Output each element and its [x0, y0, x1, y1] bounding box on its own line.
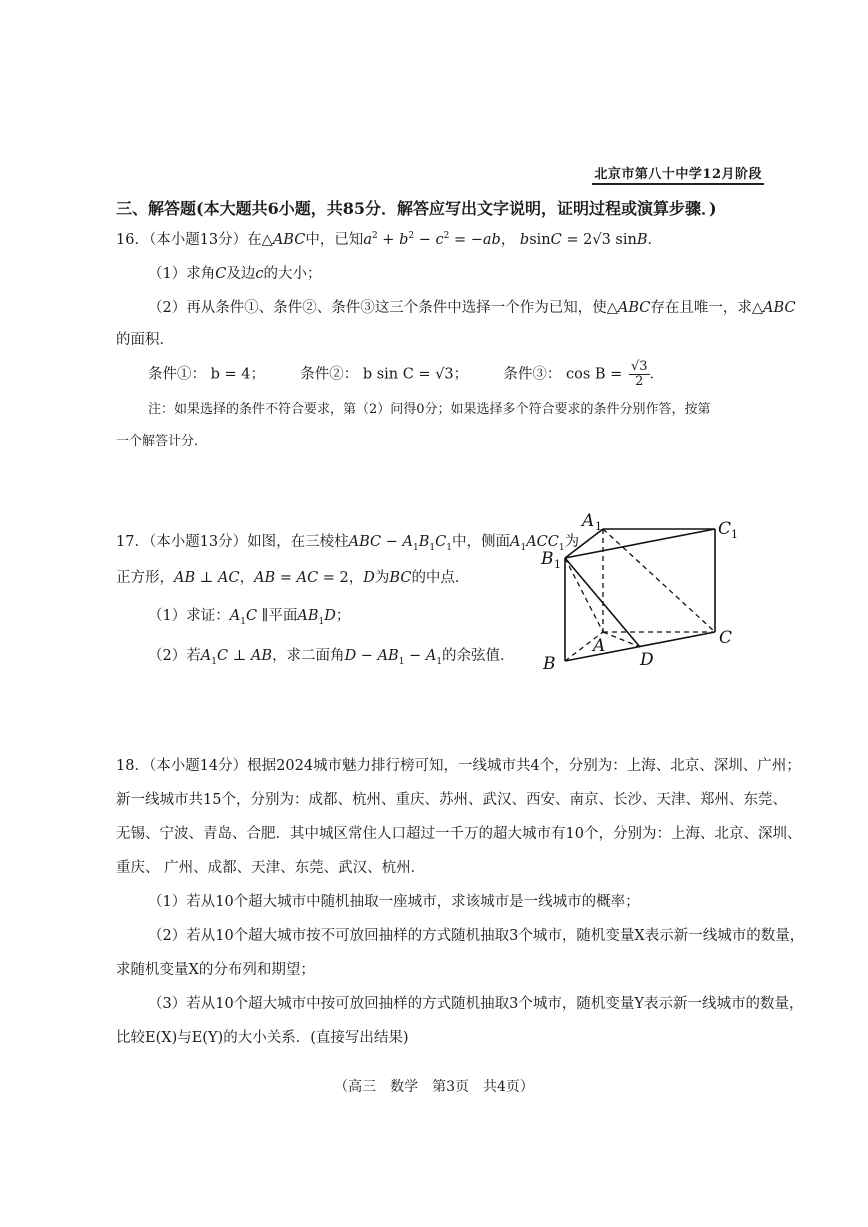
q18-stem-line2: 新一线城市共15个，分别为：成都、杭州、重庆、苏州、武汉、西安、南京、长沙、天津、郑州、东莞、: [116, 792, 787, 808]
label-b1: B: [541, 549, 554, 569]
q18-part3-line1: （3）若从10个超大城市中按可放回抽样的方式随机抽取3个城市，随机变量Y表示新一线城市的数量，: [148, 996, 804, 1012]
q16-part2: （2）再从条件①、条件②、条件③这三个条件中选择一个作为已知，使△ABC存在且唯一，求△ABC: [148, 300, 796, 316]
page-footer: （高三 数学 第3页 共4页）: [334, 1079, 534, 1095]
edge-a1c: [603, 529, 715, 632]
q17-part2: （2）若$A_1C$ ⊥ AB，求二面角$D - AB_1 - A_1$的余弦值．: [148, 648, 515, 667]
svg-text:1: 1: [731, 528, 738, 541]
svg-text:1: 1: [595, 520, 602, 533]
edge-b1c1: [565, 529, 715, 558]
label-a1: A: [582, 511, 595, 531]
q16-part2-cont: 的面积．: [116, 332, 174, 348]
q18-stem-line4: 重庆、 广州、成都、天津、东莞、武汉、杭州．: [116, 860, 426, 876]
q18-part2-line1: （2）若从10个超大城市按不可放回抽样的方式随机抽取3个城市，随机变量X表示新一线城市的数量，: [148, 928, 805, 944]
q17-stem-line1: 17．（本小题13分）如图，在三棱柱ABC − $A_1B_1C_1$中，侧面$A_1ACC_1$为: [116, 534, 580, 553]
q16-stem: 16．（本小题13分）在△ABC中，已知$a^2 + b^2 - c^2 = -ab$， bsinC = 2√3 sinB．: [116, 231, 662, 248]
label-b: B: [543, 654, 556, 674]
section-title: 三、解答题(本大题共6小题，共85分．解答应写出文字说明，证明过程或演算步骤．): [116, 199, 717, 218]
q16-part1: （1）求角C及边c的大小；: [148, 266, 322, 282]
q16-note-line1: 注：如果选择的条件不符合要求，第（2）问得0分；如果选择多个符合要求的条件分别作答，按第: [148, 402, 711, 417]
q16-conditions: 条件①： b = 4； 条件②： b sin C = √3； 条件③： cos B = $\frac{√3}{2}$ ．: [148, 359, 664, 389]
q18-part1: （1）若从10个超大城市中随机抽取一座城市，求该城市是一线城市的概率；: [148, 894, 640, 910]
q17-part1: （1）求证：$A_1C$ ∥平面$AB_1D$；: [148, 608, 351, 627]
label-c1: C: [718, 519, 732, 539]
label-a: A: [593, 636, 606, 656]
q18-part2-line2: 求随机变量X的分布列和期望；: [116, 962, 315, 978]
exam-header-tag: 北京市第八十中学12月阶段: [592, 163, 764, 185]
edge-b1a: [565, 558, 603, 632]
q18-part3-line2: 比较E(X)与E(Y)的大小关系．(直接写出结果): [116, 1030, 409, 1046]
q18-stem-line3: 无锡、宁波、青岛、合肥．其中城区常住人口超过一千万的超大城市有10个，分别为：上海、北京、深圳、: [116, 826, 802, 842]
q17-stem-line2: 正方形，AB ⊥ AC，AB = AC = 2，D为BC的中点．: [116, 570, 470, 586]
q18-stem-line1: 18．（本小题14分）根据2024城市魅力排行榜可知，一线城市共4个，分别为：上海、北京、深圳、广州；: [116, 758, 801, 774]
q16-note-line2: 一个解答计分．: [116, 434, 208, 449]
triangular-prism-figure: [530, 508, 770, 678]
label-d: D: [640, 650, 654, 670]
svg-text:1: 1: [554, 558, 561, 571]
label-c: C: [719, 628, 733, 648]
